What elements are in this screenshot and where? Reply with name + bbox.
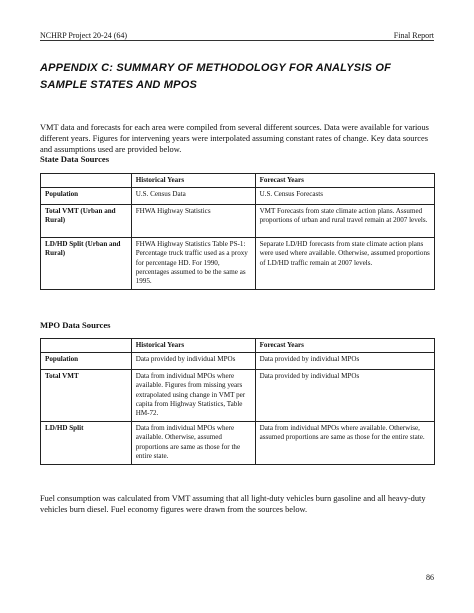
cell-forecast: Data provided by individual MPOs [255,353,434,370]
table-row [41,238,435,290]
cell-historical: Data from individual MPOs where available. Otherwise, assumed proportions are same as those for the entire state. [131,422,255,465]
cell-forecast: Data from individual MPOs where available. Otherwise, assumed proportions are same as those for the entire state. [255,422,434,465]
appendix-title [40,60,440,94]
header-rule [40,40,434,41]
appendix-title-line-2: SAMPLE STATES AND MPOS [40,79,197,91]
header-report-label: Final Report [393,31,434,40]
mpo-section-heading: MPO Data Sources [40,320,111,330]
row-label-total-vmt: Total VMT [41,370,132,422]
table-header-forecast: Forecast Years [255,174,434,188]
table-row [41,188,435,205]
header-project-label: NCHRP Project 20-24 (64) [40,31,128,40]
table-header-row [41,174,435,188]
intro-paragraph: VMT data and forecasts for each area were compiled from several different sources. Data were available for various different years. Figures for intervening years were interpolated assuming constant rates of change. Key data sources and assumptions used are provided below. [40,123,429,154]
row-label-ld-hd-split: LD/HD Split (Urban and Rural) [41,238,132,290]
page-number: 86 [426,573,434,582]
table-row [41,422,435,465]
cell-forecast: VMT Forecasts from state climate action plans. Assumed proportions of urban and rural travel remain at 2007 levels. [255,205,434,238]
state-data-table [40,173,435,290]
row-label-population: Population [41,188,132,205]
appendix-title-line-1: APPENDIX C: SUMMARY OF METHODOLOGY FOR ANALYSIS OF [40,62,392,74]
table-row [41,370,435,422]
table-header-blank [41,174,132,188]
running-header [40,26,434,40]
cell-historical: Data from individual MPOs where available. Figures from missing years extrapolated using change in VMT per capita from Highway Statistics, Table HM-72. [131,370,255,422]
cell-historical: Data provided by individual MPOs [131,353,255,370]
table-header-blank [41,339,132,353]
row-label-total-vmt: Total VMT (Urban and Rural) [41,205,132,238]
cell-historical: FHWA Highway Statistics Table PS-1: Percentage truck traffic used as a proxy for percentage HD. For 1990, percentages assumed to be the same as 1995. [131,238,255,290]
cell-historical: U.S. Census Data [131,188,255,205]
cell-forecast: Data provided by individual MPOs [255,370,434,422]
row-label-ld-hd-split: LD/HD Split [41,422,132,465]
mpo-data-table [40,338,435,465]
cell-forecast: U.S. Census Forecasts [255,188,434,205]
row-label-population: Population [41,353,132,370]
cell-historical: FHWA Highway Statistics [131,205,255,238]
table-header-historical: Historical Years [131,174,255,188]
table-header-row [41,339,435,353]
table-header-historical: Historical Years [131,339,255,353]
state-section-heading: State Data Sources [40,154,110,164]
table-row [41,353,435,370]
table-row [41,205,435,238]
table-header-forecast: Forecast Years [255,339,434,353]
cell-forecast: Separate LD/HD forecasts from state climate action plans were used where available. Otherwise, assumed proportions of LD/HD traffic remain at 2007 levels. [255,238,434,290]
closing-paragraph: Fuel consumption was calculated from VMT assuming that all light-duty vehicles burn gasoline and all heavy-duty vehicles burn diesel. Fuel economy figures were drawn from the sources below. [40,494,426,514]
